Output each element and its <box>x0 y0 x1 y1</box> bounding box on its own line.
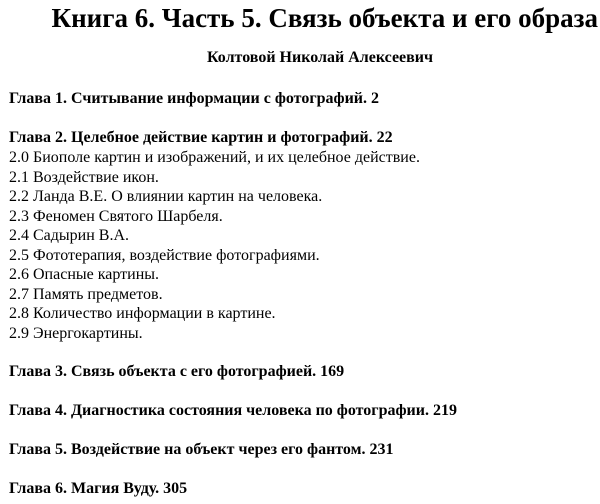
toc-chapter-2[interactable]: Глава 2. Целебное действие картин и фотографий. 22 <box>9 129 393 146</box>
toc-chapter-1[interactable]: Глава 1. Считывание информации с фотографий. 2 <box>9 90 379 107</box>
toc-spacer <box>9 382 596 401</box>
table-of-contents <box>9 89 596 499</box>
toc-section-2-3[interactable]: 2.3 Феномен Святого Шарбеля. <box>9 207 223 225</box>
toc-spacer <box>9 421 596 440</box>
toc-section-2-6[interactable]: 2.6 Опасные картины. <box>9 266 160 283</box>
toc-section-2-9[interactable]: 2.9 Энергокартины. <box>9 324 143 342</box>
toc-chapter-6[interactable]: Глава 6. Магия Вуду. 305 <box>9 480 188 497</box>
toc-chapter-3[interactable]: Глава 3. Связь объекта с его фотографией. 169 <box>9 363 345 380</box>
toc-chapter-4[interactable]: Глава 4. Диагностика состояния человека по фотографии. 219 <box>9 402 457 419</box>
toc-section-2-5[interactable]: 2.5 Фототерапия, воздействие фотографиями. <box>9 246 320 264</box>
toc-section-2-7[interactable]: 2.7 Память предметов. <box>9 285 163 303</box>
toc-section-2-2[interactable]: 2.2 Ланда В.Е. О влиянии картин на человека. <box>9 188 323 205</box>
toc-spacer <box>9 460 596 479</box>
author-name: Колтовой Николай Алексеевич <box>206 49 434 66</box>
toc-section-2-0[interactable]: 2.0 Биополе картин и изображений, и их целебное действие. <box>9 149 420 166</box>
toc-section-2-4[interactable]: 2.4 Садырин В.А. <box>9 227 130 244</box>
toc-section-2-1[interactable]: 2.1 Воздействие икон. <box>9 168 159 186</box>
book-title: Книга 6. Часть 5. Связь объекта и его образа <box>51 3 598 33</box>
toc-spacer <box>9 343 596 362</box>
toc-spacer <box>9 109 596 128</box>
toc-section-2-8[interactable]: 2.8 Количество информации в картине. <box>9 305 276 322</box>
toc-chapter-5[interactable]: Глава 5. Воздействие на объект через его фантом. 231 <box>9 441 394 458</box>
